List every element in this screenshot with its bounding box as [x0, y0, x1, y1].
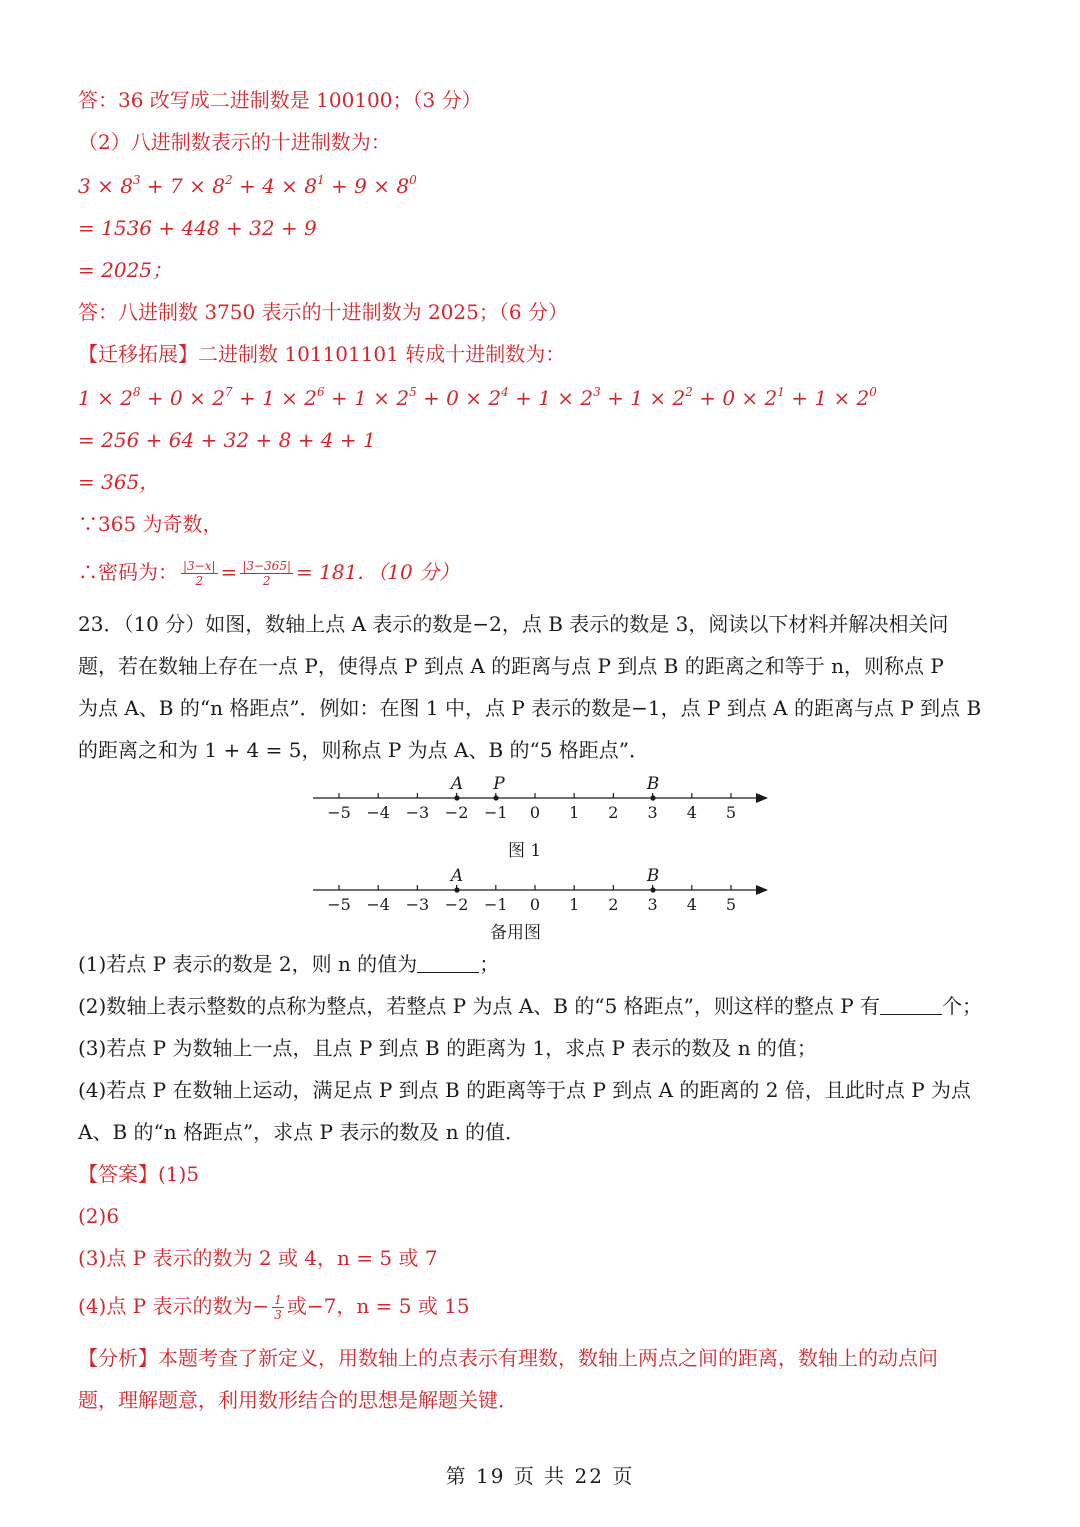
label-a: A	[450, 866, 464, 886]
tick-label: −3	[405, 895, 430, 914]
label-a: A	[450, 774, 464, 794]
point-a-dot	[454, 795, 459, 800]
sub-question-4a: (4)若点 P 在数轴上运动，满足点 P 到点 B 的距离等于点 P 到点 A 的距离的 2 倍，且此时点 P 为点	[78, 1078, 972, 1102]
figure-1-caption: 图 1	[508, 841, 542, 861]
password-line: ∴密码为： $\frac{|3-x|}{2}$ = $\frac{|3-365|}{2}$ = 181．（10 分）	[78, 559, 460, 588]
binary-sum: = 256 + 64 + 32 + 8 + 4 + 1	[78, 428, 376, 452]
tick-label: −1	[484, 803, 508, 822]
tick-label: 5	[725, 895, 737, 914]
tick-label: 2	[608, 895, 619, 914]
octal-sum: = 1536 + 448 + 32 + 9	[78, 216, 317, 240]
question-text-4: 的距离之和为 1 + 4 = 5，则称点 P 为点 A、B 的“5 格距点”．	[78, 738, 650, 762]
sub-question-3: (3)若点 P 为数轴上一点，且点 P 到点 B 的距离为 1，求点 P 表示的数及 n 的值；	[78, 1036, 817, 1060]
arrow-head-icon	[756, 793, 768, 803]
tick-label: 4	[686, 895, 697, 914]
tick-label: 1	[569, 803, 580, 822]
extension-heading: 【迁移拓展】二进制数 101101101 转成十进制数为：	[78, 342, 566, 366]
tick-label: 3	[647, 803, 658, 822]
fraction-1: $\frac{|3-x|}{2}$	[183, 559, 216, 588]
answer-blank-1[interactable]	[417, 954, 479, 973]
tick-label: 0	[529, 803, 541, 822]
label-b: B	[646, 774, 660, 794]
tick-label: −5	[327, 895, 351, 914]
question-text-2: 题，若在数轴上存在一点 P，使得点 P 到点 A 的距离与点 P 到点 B 的距离之和等于 n，则称点 P	[78, 654, 944, 678]
number-line-backup	[300, 862, 780, 922]
octal-result: = 2025；	[78, 258, 173, 282]
page-footer: 第 19 页 共 22 页	[445, 1464, 635, 1488]
sub-question-2: (2)数轴上表示整数的点称为整点，若整点 P 为点 A、B 的“5 格距点”，则这样的整点 P 有 个；	[78, 994, 983, 1018]
fraction-2: $\frac{|3-365|}{2}$	[242, 559, 291, 588]
label-b: B	[646, 866, 660, 886]
tick-label: 4	[686, 803, 697, 822]
question-text-1: 23．（10 分）如图，数轴上点 A 表示的数是−2，点 B 表示的数是 3，阅读以下材料并解决相关问	[78, 612, 949, 636]
tick-label: −4	[366, 803, 390, 822]
tick-label: −3	[405, 803, 430, 822]
analysis-line-2: 题，理解题意，利用数形结合的思想是解题关键．	[78, 1388, 518, 1412]
question-text-3: 为点 A、B 的“n 格距点”．例如：在图 1 中，点 P 表示的数是−1，点 P 到点 A 的距离与点 P 到点 B	[78, 696, 982, 720]
answer-2: (2)6	[78, 1204, 120, 1228]
tick-label: −2	[444, 803, 469, 822]
tick-label: 0	[529, 895, 541, 914]
tick-label: 1	[569, 895, 580, 914]
number-line-figure-1	[300, 770, 780, 830]
fraction-one-third: $\frac{1}{3}$	[274, 1293, 282, 1322]
point-b-dot	[650, 887, 655, 892]
tick-label: −1	[484, 895, 508, 914]
sub-question-1: (1)若点 P 表示的数是 2，则 n 的值为 ；	[78, 952, 500, 976]
tick-label: −4	[366, 895, 390, 914]
step-octal-heading: （2）八进制数表示的十进制数为：	[78, 130, 391, 154]
tick-label: −2	[444, 895, 469, 914]
binary-result: = 365，	[78, 470, 160, 494]
tick-label: 5	[725, 803, 737, 822]
point-p-dot	[493, 795, 498, 800]
tick-label: −5	[327, 803, 351, 822]
point-a-dot	[454, 887, 459, 892]
analysis-line-1: 【分析】本题考查了新定义，用数轴上的点表示有理数，数轴上两点之间的距离，数轴上的动点问	[78, 1346, 938, 1370]
binary-expansion: $1 \times 2^8 + 0 \times 2^7 + 1 \times 2^6 + 1 \times 2^5 + 0 \times 2^4 + 1 \times 2^3 + 1 \times 2^2 + 0 \times 2^1 + 1 \times 2^0$	[78, 385, 877, 410]
odd-reason: ∵365 为奇数，	[78, 512, 223, 536]
label-p: P	[493, 774, 505, 794]
backup-figure-caption: 备用图	[490, 923, 541, 943]
arrow-head-icon	[756, 885, 768, 895]
answer-line-octal: 答：八进制数 3750 表示的十进制数为 2025；（6 分）	[78, 300, 568, 324]
octal-expansion: $3 \times 8^3 + 7 \times 8^2 + 4 \times 8^1 + 9 \times 8^0$	[78, 173, 417, 198]
answer-line-binary: 答：36 改写成二进制数是 100100；（3 分）	[78, 88, 482, 112]
answer-1: 【答案】(1)5	[78, 1162, 200, 1186]
tick-group	[327, 793, 736, 822]
tick-label: 3	[647, 895, 658, 914]
tick-group	[327, 885, 736, 914]
tick-label: 2	[608, 803, 619, 822]
sub-question-4b: A、B 的“n 格距点”，求点 P 表示的数及 n 的值．	[78, 1120, 525, 1144]
answer-4: (4)点 P 表示的数为− $\frac{1}{3}$ 或−7，n = 5 或 15	[78, 1293, 470, 1322]
point-b-dot	[650, 795, 655, 800]
answer-3: (3)点 P 表示的数为 2 或 4，n = 5 或 7	[78, 1246, 438, 1270]
answer-blank-2[interactable]	[880, 996, 942, 1015]
